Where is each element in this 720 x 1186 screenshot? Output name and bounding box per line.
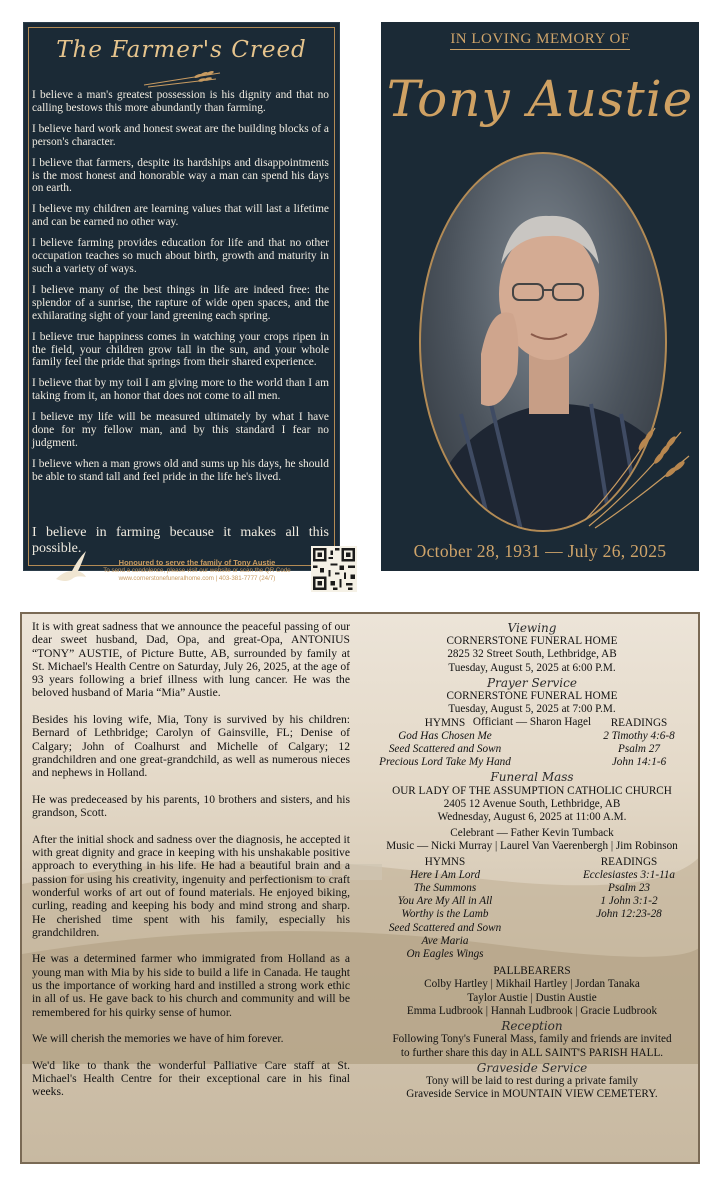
hymn-item: On Eagles Wings (406, 948, 484, 961)
hymn-item: The Summons (413, 882, 477, 895)
obituary-paragraph: It is with great sadness that we announce the peaceful passing of our dear sweet husband, Dad, Opa, and great-Opa, ANTONIUS “TONY” AUSTIE, of Picture Butte, AB, surrounded by family at St. Michael's Health Centre on Saturday, July 26, 2025, at the age of 93 years following a brief illness with lung cancer. He was the beloved husband of Maria “Mia” Austie. (32, 620, 350, 700)
in-memory-panel (381, 22, 699, 571)
creed-body (32, 89, 329, 492)
obituary-paragraph: We will cherish the memories we have of him forever. (32, 1032, 284, 1046)
memory-heading-text: IN LOVING MEMORY OF (450, 31, 629, 50)
mass-program (370, 856, 694, 962)
pallbearers-line: Taylor Austie | Dustin Austie (467, 991, 597, 1004)
reception-heading: Reception (501, 1019, 563, 1034)
pallbearers-line: Emma Ludbrook | Hannah Ludbrook | Gracie Ludbrook (406, 1004, 658, 1017)
mass-celebrant: Celebrant — Father Kevin Tumback (450, 827, 614, 840)
viewing-address: 2825 32 Street South, Lethbridge, AB (447, 648, 617, 661)
mass-readings (564, 856, 694, 962)
mass-hymns (370, 856, 520, 962)
obituary-paragraph: He was a determined farmer who immigrated from Holland as a young man with Mia by his side to build a life in Canada. He taught us the importance of working hard and instilled a strong work ethic in all of us. He gave back to his church and community and will be remembered for his quirky sense of humor. (32, 952, 350, 1019)
viewing-place: CORNERSTONE FUNERAL HOME (446, 635, 618, 648)
pallbearers-line: Colby Hartley | Mikhail Hartley | Jordan Tanaka (424, 978, 640, 991)
creed-paragraph: I believe farming provides education for life and that no other occupation teaches so much about birth, growth and maturity in such a variety of ways. (32, 237, 329, 275)
hymns-label: HYMNS (424, 716, 466, 729)
creed-paragraph: I believe that by my toil I am giving more to the world than I am taking from it, an honor that does not come to all men. (32, 377, 329, 403)
obituary-sheet (20, 612, 700, 1164)
creed-paragraph: I believe a man's greatest possession is his dignity and that no calling bestows this more abundantly than farming. (32, 89, 329, 114)
dove-icon (54, 549, 88, 585)
obituary-paragraph: After the initial shock and sadness over the diagnosis, he accepted it with great dignity and grace in keeping with his unshakable positive approach to everything in his life. He had a beautiful brain and a passion for using his creativity, ingenuity and perfectionism to craft wonderful works of art out of found materials. He enjoyed biking, curling, reading and keeping his body and mind strong and sharp. He cherished time spent with his family, especially his grandchildren. (32, 832, 350, 939)
reading-item: Ecclesiastes 3:1-11a (582, 868, 676, 881)
creed-final-line: I believe in farming because it makes all this possible. (32, 525, 329, 556)
mass-place: OUR LADY OF THE ASSUMPTION CATHOLIC CHURCH (392, 784, 672, 797)
graveside-line: Graveside Service in MOUNTAIN VIEW CEMETERY. (406, 1088, 658, 1101)
creed-paragraph: I believe that farmers, despite its hardships and disappointments is the most honest and honorable way a man can spend his days on earth. (32, 156, 329, 195)
prayer-time: Tuesday, August 5, 2025 at 7:00 P.M. (448, 703, 616, 716)
wheat-icon (142, 69, 222, 89)
hymn-item: Precious Lord Take My Hand (379, 756, 511, 769)
hymn-item: Worthy is the Lamb (401, 908, 489, 921)
farmers-creed-panel (23, 22, 340, 582)
hymn-item: Ave Maria (421, 934, 469, 947)
mass-heading: Funeral Mass (490, 770, 574, 785)
creed-paragraph: I believe true happiness comes in watching your crops ripen in the field, your children grow tall in the sun, and your whole family feel the pride that springs from their shared experience. (32, 330, 329, 369)
reception-line: to further share this day in ALL SAINT'S PARISH HALL. (400, 1046, 664, 1059)
creed-paragraph: I believe hard work and honest sweat are the building blocks of a person's character. (32, 122, 329, 148)
creed-paragraph: I believe many of the best things in life are indeed free: the splendor of a sunrise, the rapture of wide open spaces, and the exhilarating sight of your land greening each spring. (32, 283, 329, 322)
hymns-label: HYMNS (424, 855, 466, 868)
readings-label: READINGS (610, 716, 668, 729)
obituary-paragraph: We'd like to thank the wonderful Palliative Care staff at St. Michael's Health Centre for their exceptional care in his final weeks. (32, 1058, 350, 1099)
viewing-time: Tuesday, August 5, 2025 at 6:00 P.M. (448, 661, 616, 674)
creed-paragraph: I believe when a man grows old and sums up his days, he should be able to stand tall and feel pride in the life he's lived. (32, 457, 329, 483)
creed-title: The Farmer's Creed (56, 37, 307, 63)
prayer-heading: Prayer Service (487, 675, 577, 690)
mass-time: Wednesday, August 6, 2025 at 11:00 A.M. (437, 811, 627, 824)
prayer-hymns (370, 717, 520, 770)
obituary-text (32, 620, 350, 1112)
reading-item: John 12:23-28 (596, 908, 662, 921)
contact-line[interactable]: www.cornerstonefuneralhome.com | 403-381-7777 (24/7) (118, 575, 276, 582)
mass-address: 2405 12 Avenue South, Lethbridge, AB (443, 797, 621, 810)
prayer-officiant: Officiant — Sharon Hagel (472, 716, 592, 729)
obituary-paragraph: He was predeceased by his parents, 10 brothers and sisters, and his grandson, Scott. (32, 792, 350, 820)
hymn-item: Seed Scattered and Sown (388, 743, 502, 756)
reading-item: 2 Timothy 4:6-8 (603, 729, 675, 742)
mass-music: Music — Nicki Murray | Laurel Van Vaerenbergh | Jim Robinson (386, 840, 678, 853)
hymn-item: You Are My All in All (397, 895, 493, 908)
readings-label: READINGS (600, 855, 658, 868)
creed-paragraph: I believe my life will be measured ultimately by what I have done for my fellow man, and by this standard I fear no judgment. (32, 411, 329, 449)
graveside-line: Tony will be laid to rest during a private family (425, 1074, 639, 1087)
honour-line: Honoured to serve the family of Tony Austie (118, 558, 276, 567)
wheat-icon (581, 422, 693, 532)
pallbearers-heading: PALLBEARERS (493, 965, 571, 978)
condolence-line: To send a condolence, please visit our website or scan the QR Code (103, 567, 291, 574)
funeral-home-footer (86, 558, 308, 583)
qr-code-icon[interactable] (311, 546, 357, 592)
creed-paragraph: I believe my children are learning values that will last a lifetime and can be earned no other way. (32, 203, 329, 229)
prayer-place: CORNERSTONE FUNERAL HOME (446, 690, 618, 703)
hymn-item: God Has Chosen Me (398, 729, 492, 742)
service-details (370, 620, 694, 1101)
hymn-item: Seed Scattered and Sown (388, 921, 502, 934)
reading-item: Psalm 27 (618, 743, 660, 756)
memory-heading (381, 31, 699, 48)
prayer-program (370, 717, 694, 770)
reading-item: 1 John 3:1-2 (600, 895, 658, 908)
prayer-readings (584, 717, 694, 770)
obituary-paragraph: Besides his loving wife, Mia, Tony is survived by his children: Bernard of Lethbridge; Carolyn of Gainsville, FL; Denise of Calgary; John of Coalhurst and Michelle of Calgary; 12 grandchildren and one great-grandchild, as well as numerous nieces and nephews in Holland. (32, 713, 350, 780)
hymn-item: Here I Am Lord (409, 868, 481, 881)
life-dates: October 28, 1931 — July 26, 2025 (413, 541, 667, 561)
reading-item: John 14:1-6 (611, 756, 667, 769)
deceased-name: Tony Austie (386, 70, 694, 128)
reading-item: Psalm 23 (608, 882, 650, 895)
viewing-heading: Viewing (507, 621, 557, 635)
reception-line: Following Tony's Funeral Mass, family and friends are invited (392, 1033, 672, 1046)
graveside-heading: Graveside Service (476, 1060, 588, 1075)
